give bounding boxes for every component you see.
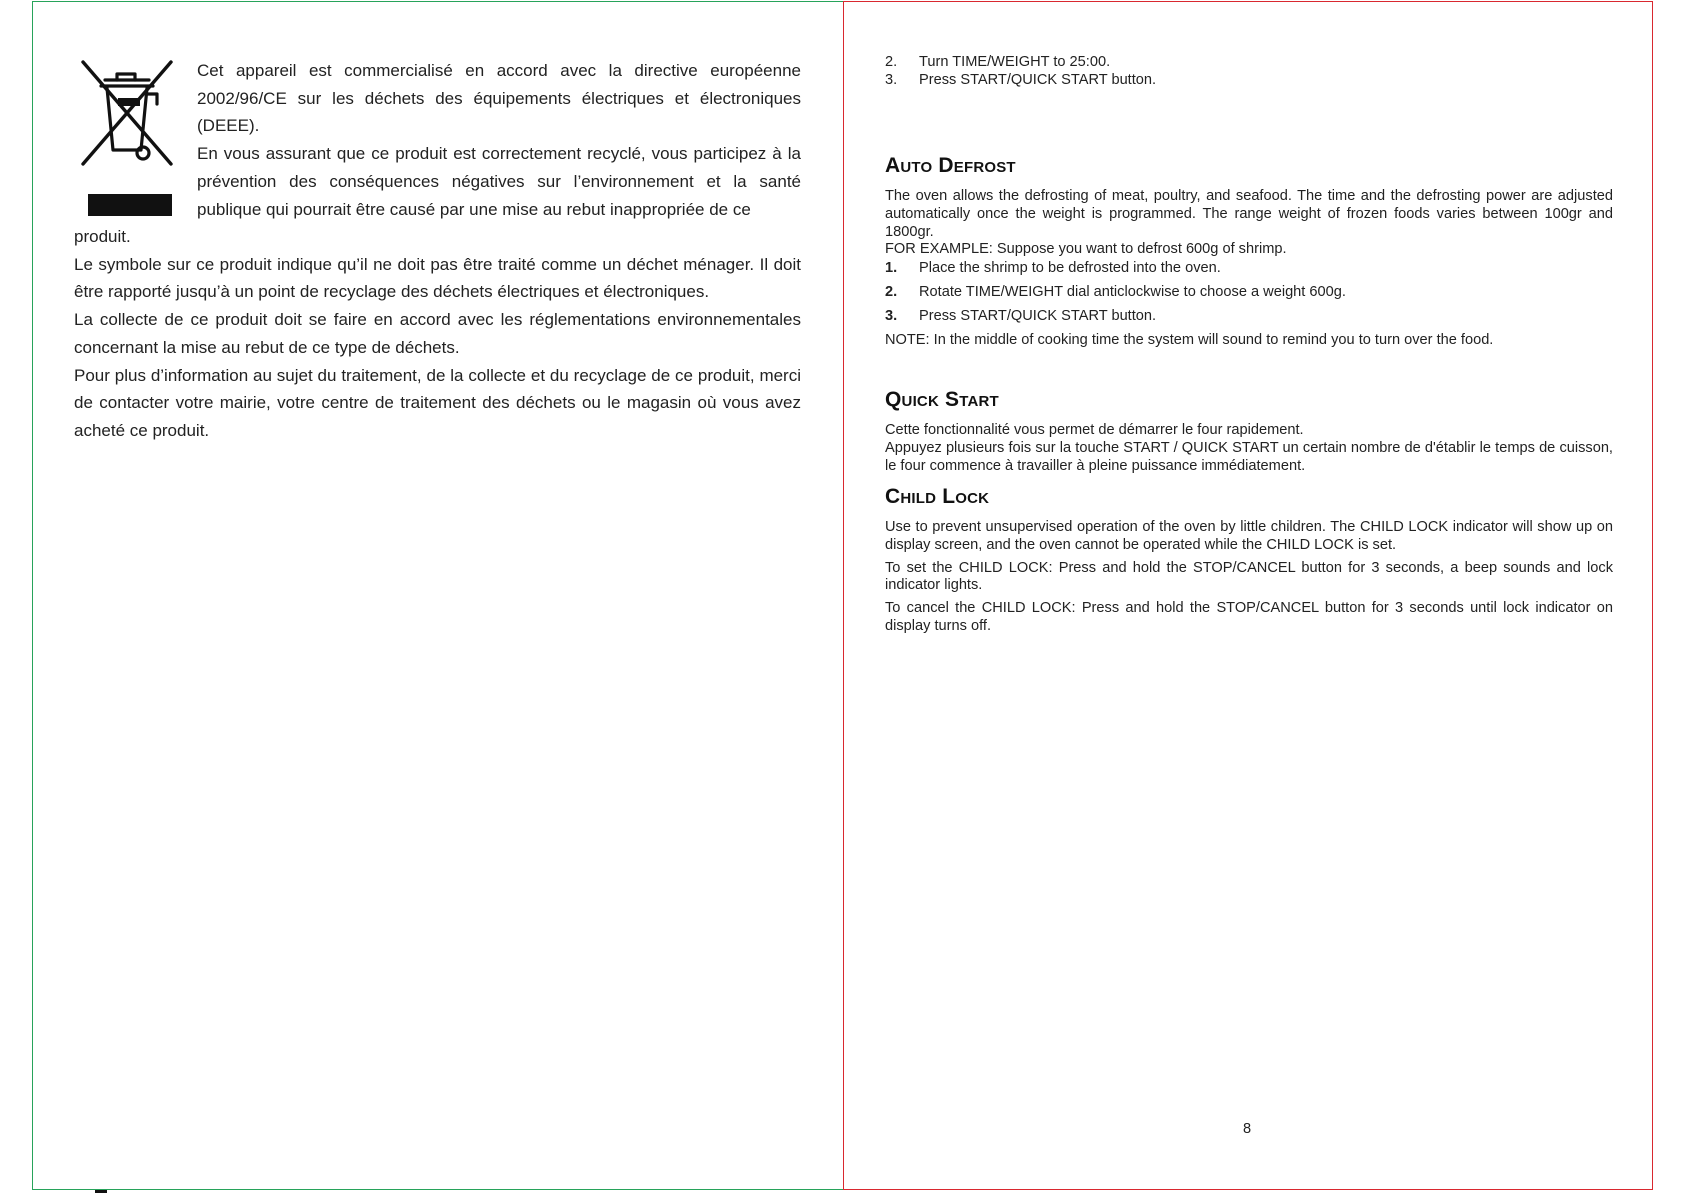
paragraph-symbol: Le symbole sur ce produit indique qu’il ne doit pas être traité comme un déchet ménager. Il doit être rapporté jusqu’à un point de recyclage des déchets électriques et électroniques. [74, 254, 801, 302]
child-lock-section [885, 519, 1613, 636]
child-lock-p2: To set the CHILD LOCK: Press and hold the STOP/CANCEL button for 3 seconds, a beep sounds and lock indicator lights. [885, 559, 1613, 594]
crossed-out-wheelie-bin-icon [77, 58, 177, 168]
list-item: 1. Place the shrimp to be defrosted into the oven. [885, 260, 1221, 277]
list-item: 2. Rotate TIME/WEIGHT dial anticlockwise to choose a weight 600g. [885, 283, 1346, 300]
child-lock-p1: Use to prevent unsupervised operation of the oven by little children. The CHILD LOCK indicator will show up on display screen, and the oven cannot be operated while the CHILD LOCK is set. [885, 519, 1613, 553]
child-lock-heading: Child Lock [885, 485, 990, 508]
left-page [32, 1, 843, 1190]
auto-defrost-example: FOR EXAMPLE: Suppose you want to defrost 600g of shrimp. [885, 241, 1287, 258]
paragraph-info: Pour plus d’information au sujet du traitement, de la collecte et du recyclage de ce produit, merci de contacter votre mairie, votre centre de traitement des déchets ou le magasin où vous avez acheté ce produit. [74, 365, 801, 440]
auto-defrost-intro: The oven allows the defrosting of meat, poultry, and seafood. The time and the defrosting power are adjusted automatically once the weight is programmed. The range weight of frozen foods varies between 100gr and 1800gr. [885, 188, 1613, 240]
intro-continuation: produit. [74, 227, 131, 246]
quick-start-line-2: Appuyez plusieurs fois sur la touche START / QUICK START un certain nombre de d'établir le temps de cuisson, le four commence à travailler à pleine puissance immédiatement. [885, 439, 1613, 474]
paragraph-collecte: La collecte de ce produit doit se faire en accord avec les réglementations environnementales concernant la mise au rebut de ce type de déchets. [74, 310, 801, 357]
auto-defrost-note: NOTE: In the middle of cooking time the system will sound to remind you to turn over the food. [885, 331, 1494, 348]
intro-paragraph-2: En vous assurant que ce produit est correctement recyclé, vous participez à la prévention des conséquences négatives sur l’environnement et la santé publique qui pourrait être causé par une mise au rebut inappropriée de ce [197, 144, 801, 219]
body-text-block [74, 223, 801, 445]
list-item: 3. Press START/QUICK START button. [885, 307, 1157, 324]
page-number: 8 [1243, 1121, 1252, 1137]
right-page [843, 1, 1653, 1190]
auto-defrost-section [885, 188, 1613, 349]
auto-defrost-heading: Auto Defrost [885, 154, 1016, 177]
child-lock-p3: To cancel the CHILD LOCK: Press and hold the STOP/CANCEL button for 3 seconds until lock indicator on display turns off. [885, 600, 1613, 634]
quick-start-line-1: Cette fonctionnalité vous permet de démarrer le four rapidement. [885, 422, 1304, 438]
intro-paragraph-1: Cet appareil est commercialisé en accord avec la directive européenne 2002/96/CE sur les déchets des équipements électriques et électroniques (DEEE). [197, 61, 801, 136]
quick-start-heading: Quick Start [885, 388, 999, 411]
top-steps-list [885, 54, 1613, 90]
list-item: 2. Turn TIME/WEIGHT to 25:00. [885, 54, 1111, 70]
weee-black-bar [88, 194, 172, 216]
quick-start-section [885, 422, 1613, 475]
list-item: 3. Press START/QUICK START button. [885, 71, 1157, 88]
intro-text-block [197, 57, 801, 223]
